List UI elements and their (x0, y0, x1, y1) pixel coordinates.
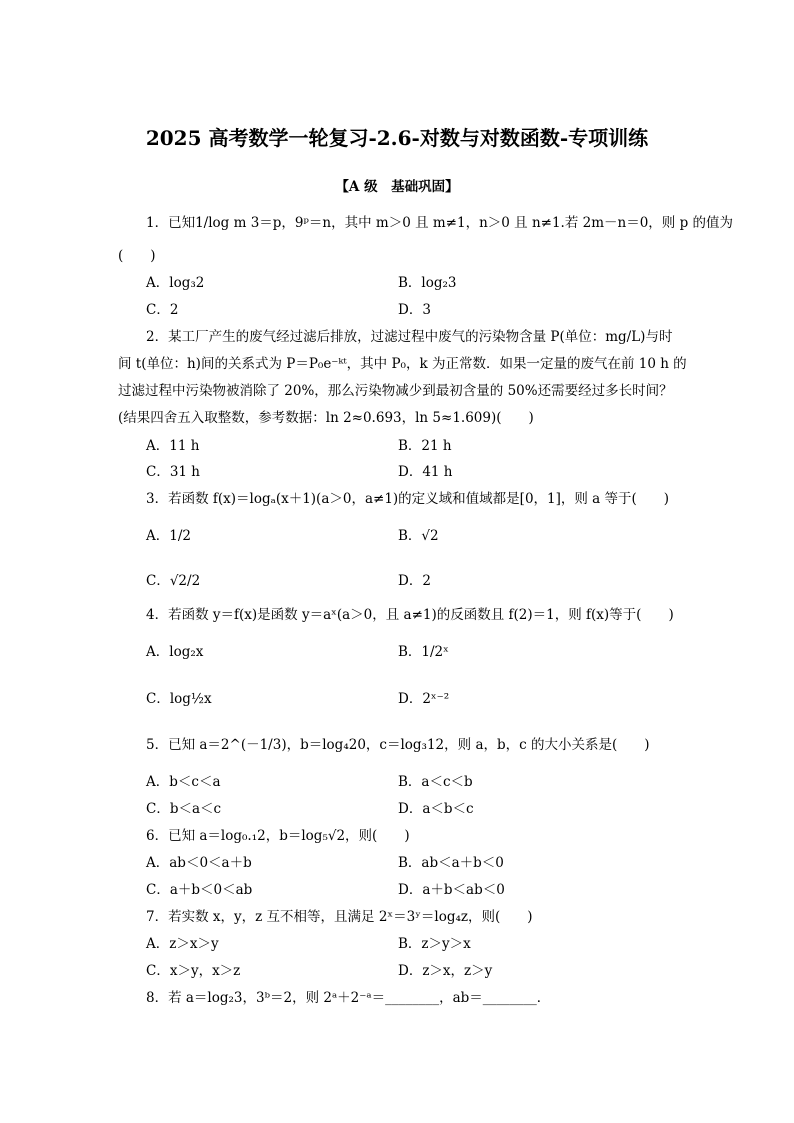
question-5-stem: 5．已知 a＝2^(－1/3)，b＝log₄20，c＝log₃12，则 a，b，c 的大小关系是( ) (146, 737, 650, 753)
question-1-option-a: A．log₃2 (146, 275, 205, 291)
question-4-stem: 4．若函数 y＝f(x)是函数 y＝aˣ(a＞0，且 a≠1)的反函数且 f(2)＝1，则 f(x)等于( ) (146, 607, 674, 623)
page-title: 2025 高考数学一轮复习-2.6-对数与对数函数-专项训练 (145, 126, 649, 150)
question-4-option-c: C．log½x (146, 691, 212, 707)
question-3-stem: 3．若函数 f(x)＝logₐ(x＋1)(a＞0，a≠1)的定义域和值域都是[0，1]，则 a 等于( ) (146, 491, 670, 507)
question-6-option-d: D．a＋b＜ab＜0 (398, 882, 505, 898)
question-7-option-a: A．z＞x＞y (146, 936, 219, 952)
question-3-option-c: C．√2/2 (146, 573, 201, 589)
question-6-stem: 6．已知 a＝log₀.₁2，b＝log₅√2，则( ) (146, 828, 410, 844)
question-1-stem-cont: ( ) (118, 248, 156, 264)
question-7-option-c: C．x＞y，x＞z (146, 963, 241, 979)
question-6-option-c: C．a＋b＜0＜ab (146, 882, 253, 898)
question-3-option-a: A．1/2 (146, 528, 191, 544)
question-7-stem: 7．若实数 x，y，z 互不相等，且满足 2ˣ＝3ʸ＝log₄z，则( ) (146, 909, 533, 925)
question-2-stem-line2: 间 t(单位：h)间的关系式为 P＝P₀e⁻ᵏᵗ，其中 P₀，k 为正常数．如果一定量的废气在前 10 h 的 (118, 356, 687, 372)
question-2-stem-line3: 过滤过程中污染物被消除了 20%，那么污染物减少到最初含量的 50%还需要经过多长时间？ (118, 383, 673, 399)
question-2-option-c: C．31 h (146, 464, 200, 480)
question-1-option-c: C．2 (146, 302, 179, 318)
question-3-option-b: B．√2 (398, 528, 439, 544)
question-5-option-b: B．a＜c＜b (398, 774, 473, 790)
question-5-option-d: D．a＜b＜c (398, 801, 474, 817)
question-4-option-a: A．log₂x (146, 644, 204, 660)
question-2-option-a: A．11 h (146, 438, 200, 454)
question-2-stem-line4: (结果四舍五入取整数，参考数据：ln 2≈0.693，ln 5≈1.609)( ) (118, 410, 534, 426)
question-4-option-b: B．1/2ˣ (398, 644, 449, 660)
section-heading: 【A 级 基础巩固】 (335, 179, 459, 195)
question-1-stem: 1．已知1/log m 3＝p，9ᵖ＝n，其中 m＞0 且 m≠1，n＞0 且 n≠1.若 2m－n＝0，则 p 的值为 (146, 215, 734, 231)
question-4-option-d: D．2ˣ⁻² (398, 691, 450, 707)
question-3-option-d: D．2 (398, 573, 431, 589)
question-1-option-b: B．log₂3 (398, 275, 457, 291)
question-6-option-b: B．ab＜a＋b＜0 (398, 855, 504, 871)
question-2-option-b: B．21 h (398, 438, 452, 454)
question-7-option-d: D．z＞x，z＞y (398, 963, 493, 979)
question-6-option-a: A．ab＜0＜a＋b (146, 855, 252, 871)
question-7-option-b: B．z＞y＞x (398, 936, 471, 952)
question-5-option-a: A．b＜c＜a (146, 774, 221, 790)
question-8-stem: 8．若 a＝log₂3，3ᵇ＝2，则 2ᵃ＋2⁻ᵃ＝________，ab＝________． (146, 990, 551, 1006)
question-1-option-d: D．3 (398, 302, 431, 318)
question-2-option-d: D．41 h (398, 464, 453, 480)
question-2-stem: 2．某工厂产生的废气经过滤后排放，过滤过程中废气的污染物含量 P(单位：mg/L)与时 (146, 329, 673, 345)
question-5-option-c: C．b＜a＜c (146, 801, 222, 817)
